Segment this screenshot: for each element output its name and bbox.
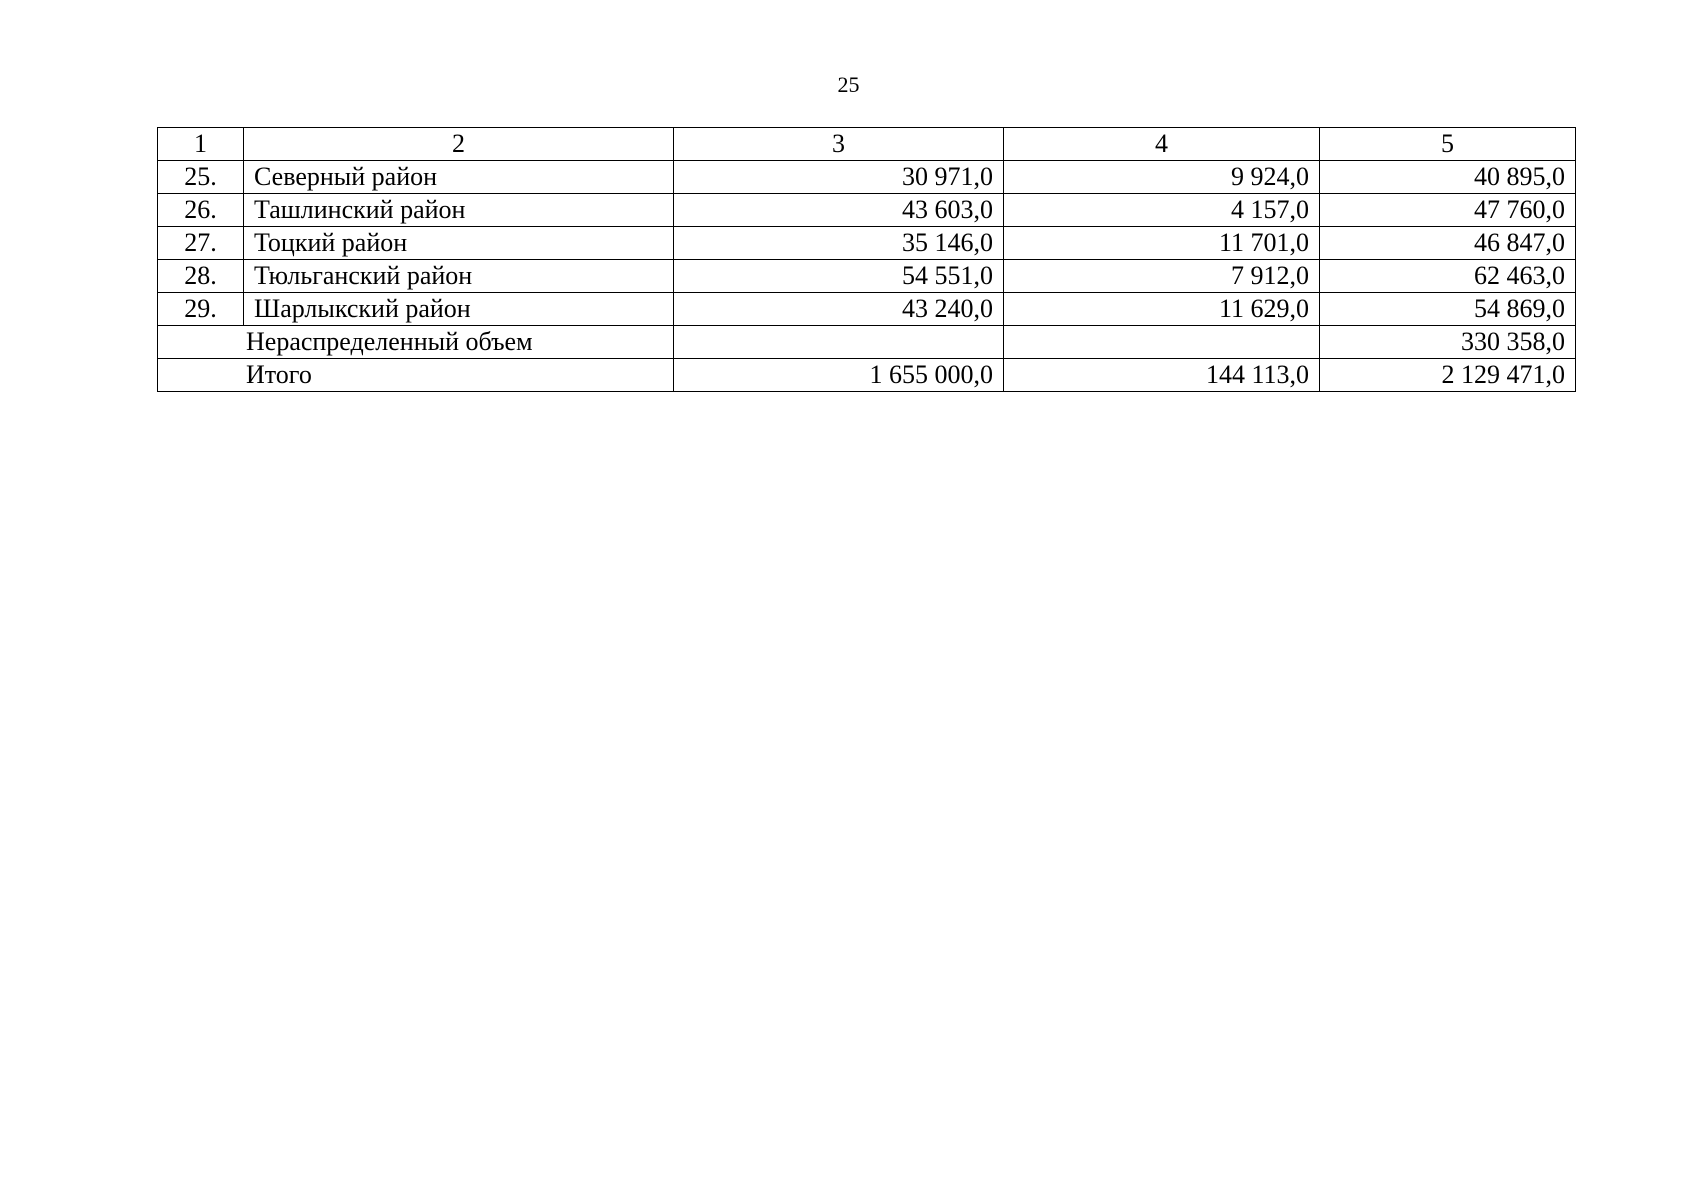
column-header: 1 — [158, 128, 244, 161]
column-header: 2 — [244, 128, 674, 161]
total-label — [158, 359, 674, 392]
total-label-text: Итого — [246, 360, 312, 389]
column-5-value: 2 129 471,0 — [1320, 359, 1576, 392]
column-4-value: 4 157,0 — [1004, 194, 1320, 227]
column-3-value: 54 551,0 — [674, 260, 1004, 293]
allocation-table — [157, 127, 1576, 392]
column-4-value: 9 924,0 — [1004, 161, 1320, 194]
row-number: 29. — [158, 293, 244, 326]
row-number: 25. — [158, 161, 244, 194]
table-header-row — [158, 128, 1576, 161]
row-number: 28. — [158, 260, 244, 293]
row-number: 27. — [158, 227, 244, 260]
undistributed-row — [158, 326, 1576, 359]
table-row — [158, 194, 1576, 227]
column-header: 4 — [1004, 128, 1320, 161]
column-5-value: 330 358,0 — [1320, 326, 1576, 359]
table-row — [158, 293, 1576, 326]
total-row — [158, 359, 1576, 392]
page-number: 25 — [837, 72, 860, 97]
district-name: Ташлинский район — [244, 194, 674, 227]
column-4-value — [1004, 326, 1320, 359]
column-3-value: 43 603,0 — [674, 194, 1004, 227]
undistributed-label — [158, 326, 674, 359]
column-3-value: 30 971,0 — [674, 161, 1004, 194]
district-name: Северный район — [244, 161, 674, 194]
table-row — [158, 161, 1576, 194]
district-name: Тоцкий район — [244, 227, 674, 260]
district-name: Шарлыкский район — [244, 293, 674, 326]
column-3-value: 35 146,0 — [674, 227, 1004, 260]
column-header: 5 — [1320, 128, 1576, 161]
column-4-value: 7 912,0 — [1004, 260, 1320, 293]
column-5-value: 46 847,0 — [1320, 227, 1576, 260]
column-5-value: 47 760,0 — [1320, 194, 1576, 227]
district-name: Тюльганский район — [244, 260, 674, 293]
column-3-value: 43 240,0 — [674, 293, 1004, 326]
column-5-value: 62 463,0 — [1320, 260, 1576, 293]
column-3-value: 1 655 000,0 — [674, 359, 1004, 392]
table-row — [158, 227, 1576, 260]
undistributed-label-text: Нераспределенный объем — [246, 327, 533, 356]
column-header: 3 — [674, 128, 1004, 161]
column-4-value: 11 701,0 — [1004, 227, 1320, 260]
row-number: 26. — [158, 194, 244, 227]
column-4-value: 144 113,0 — [1004, 359, 1320, 392]
column-5-value: 54 869,0 — [1320, 293, 1576, 326]
table-row — [158, 260, 1576, 293]
column-5-value: 40 895,0 — [1320, 161, 1576, 194]
column-3-value — [674, 326, 1004, 359]
column-4-value: 11 629,0 — [1004, 293, 1320, 326]
